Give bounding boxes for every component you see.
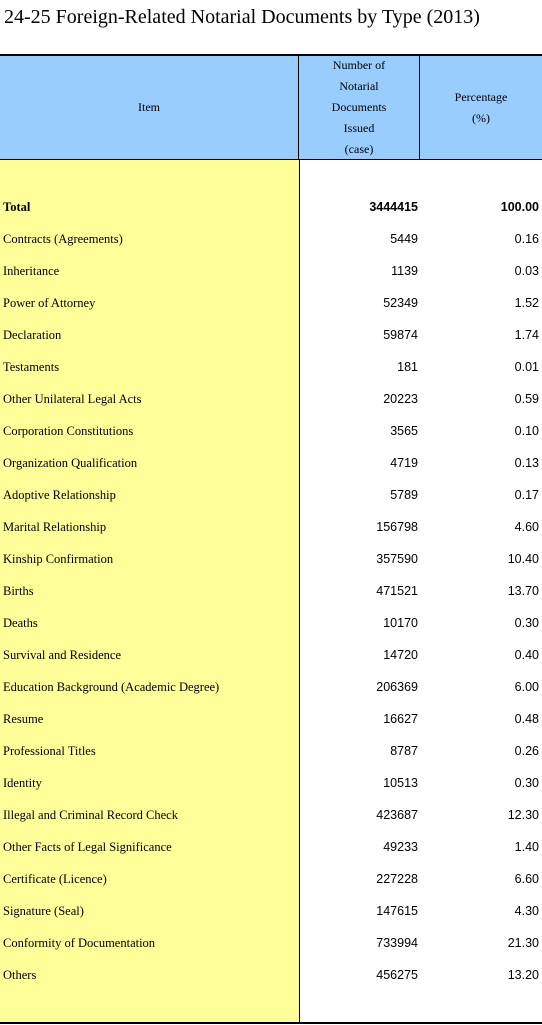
table-row — [0, 544, 542, 576]
row-percentage: 0.30 — [514, 616, 539, 630]
row-number: 227228 — [376, 872, 418, 886]
row-percentage: 0.13 — [514, 456, 539, 470]
row-percentage: 1.52 — [514, 296, 539, 310]
row-percentage: 100.00 — [500, 200, 539, 214]
row-percentage: 4.60 — [514, 520, 539, 534]
row-number: 10513 — [383, 776, 418, 790]
row-item: Marital Relationship — [3, 520, 107, 534]
row-percentage: 13.20 — [507, 968, 539, 982]
table-row — [0, 800, 542, 832]
row-percentage: 6.60 — [514, 872, 539, 886]
table-row — [0, 768, 542, 800]
row-percentage: 0.16 — [514, 232, 539, 246]
header-number-line: Issued — [343, 121, 375, 135]
header-number-line: Number of — [332, 58, 386, 72]
row-item: Certificate (Licence) — [3, 872, 107, 886]
row-number: 471521 — [376, 584, 418, 598]
table-row — [0, 224, 542, 256]
header-number-line: Notarial — [339, 79, 379, 93]
row-percentage: 0.30 — [514, 776, 539, 790]
row-item: Births — [3, 584, 34, 598]
row-number: 206369 — [376, 680, 418, 694]
row-percentage: 1.74 — [514, 328, 539, 342]
row-number: 456275 — [376, 968, 418, 982]
table-row — [0, 864, 542, 896]
table-row — [0, 704, 542, 736]
row-percentage: 0.48 — [514, 712, 539, 726]
row-item: Declaration — [3, 328, 62, 342]
row-item: Conformity of Documentation — [3, 936, 156, 950]
row-percentage: 0.17 — [514, 488, 539, 502]
row-percentage: 21.30 — [507, 936, 539, 950]
table-row — [0, 576, 542, 608]
header-number — [299, 56, 420, 159]
bottom-rule — [0, 1022, 542, 1024]
row-number: 5449 — [390, 232, 418, 246]
row-percentage: 6.00 — [514, 680, 539, 694]
table-row — [0, 736, 542, 768]
row-number: 357590 — [376, 552, 418, 566]
row-item: Contracts (Agreements) — [3, 232, 123, 246]
row-item: Organization Qualification — [3, 456, 138, 470]
table-row — [0, 960, 542, 992]
row-item: Other Facts of Legal Significance — [3, 840, 172, 854]
row-item: Kinship Confirmation — [3, 552, 114, 566]
row-item: Survival and Residence — [3, 648, 122, 662]
row-number: 8787 — [390, 744, 418, 758]
table-header — [0, 56, 542, 160]
row-number: 52349 — [383, 296, 418, 310]
row-item: Power of Attorney — [3, 296, 96, 310]
table-row-total — [0, 192, 542, 224]
row-number: 181 — [397, 360, 418, 374]
table-title: 24-25 Foreign-Related Notarial Documents by Type (2013) — [4, 6, 480, 28]
table-row — [0, 672, 542, 704]
header-percentage-line: (%) — [471, 110, 490, 125]
row-item: Professional Titles — [3, 744, 96, 758]
header-number-line: (case) — [344, 142, 374, 156]
row-percentage: 12.30 — [507, 808, 539, 822]
row-number: 1139 — [391, 264, 418, 278]
row-item: Identity — [3, 776, 42, 790]
table-row — [0, 384, 542, 416]
row-percentage: 10.40 — [507, 552, 539, 566]
table-row — [0, 352, 542, 384]
table-row — [0, 320, 542, 352]
table-row — [0, 416, 542, 448]
row-number: 59874 — [383, 328, 418, 342]
row-percentage: 0.40 — [514, 648, 539, 662]
row-item: Total — [3, 200, 31, 214]
table-row — [0, 512, 542, 544]
row-percentage: 0.59 — [514, 392, 539, 406]
table-row — [0, 480, 542, 512]
row-item: Resume — [3, 712, 44, 726]
row-percentage: 4.30 — [514, 904, 539, 918]
header-percentage-line: Percentage — [454, 89, 508, 104]
row-number: 49233 — [383, 840, 418, 854]
header-item — [0, 56, 299, 159]
table-row — [0, 928, 542, 960]
row-item: Illegal and Criminal Record Check — [3, 808, 178, 822]
row-item: Education Background (Academic Degree) — [3, 680, 220, 694]
row-number: 3444415 — [369, 200, 418, 214]
table-row — [0, 288, 542, 320]
row-number: 4719 — [390, 456, 418, 470]
row-number: 5789 — [390, 488, 418, 502]
row-item: Others — [3, 968, 37, 982]
table-row — [0, 448, 542, 480]
header-percentage — [420, 56, 542, 159]
row-number: 14720 — [383, 648, 418, 662]
table-row — [0, 832, 542, 864]
row-number: 20223 — [383, 392, 418, 406]
header-item-label: Item — [138, 100, 160, 114]
row-percentage: 0.01 — [514, 360, 539, 374]
row-number: 423687 — [376, 808, 418, 822]
row-number: 10170 — [383, 616, 418, 630]
row-number: 733994 — [376, 936, 418, 950]
table-body — [0, 192, 542, 992]
row-item: Inheritance — [3, 264, 60, 278]
table-row — [0, 640, 542, 672]
row-item: Signature (Seal) — [3, 904, 84, 918]
header-number-line: Documents — [331, 100, 387, 114]
row-number: 16627 — [383, 712, 418, 726]
row-percentage: 0.26 — [514, 744, 539, 758]
row-number: 3565 — [390, 424, 418, 438]
table-row — [0, 256, 542, 288]
row-percentage: 0.10 — [514, 424, 539, 438]
row-item: Adoptive Relationship — [3, 488, 116, 502]
row-item: Testaments — [3, 360, 60, 374]
row-percentage: 13.70 — [507, 584, 539, 598]
table-row — [0, 608, 542, 640]
row-item: Corporation Constitutions — [3, 424, 134, 438]
row-item: Other Unilateral Legal Acts — [3, 392, 142, 406]
row-number: 147615 — [376, 904, 418, 918]
row-percentage: 1.40 — [514, 840, 539, 854]
table-row — [0, 896, 542, 928]
row-number: 156798 — [376, 520, 418, 534]
header-percentage-label — [455, 87, 508, 129]
row-item: Deaths — [3, 616, 38, 630]
row-percentage: 0.03 — [514, 264, 539, 278]
header-number-label — [332, 55, 387, 160]
